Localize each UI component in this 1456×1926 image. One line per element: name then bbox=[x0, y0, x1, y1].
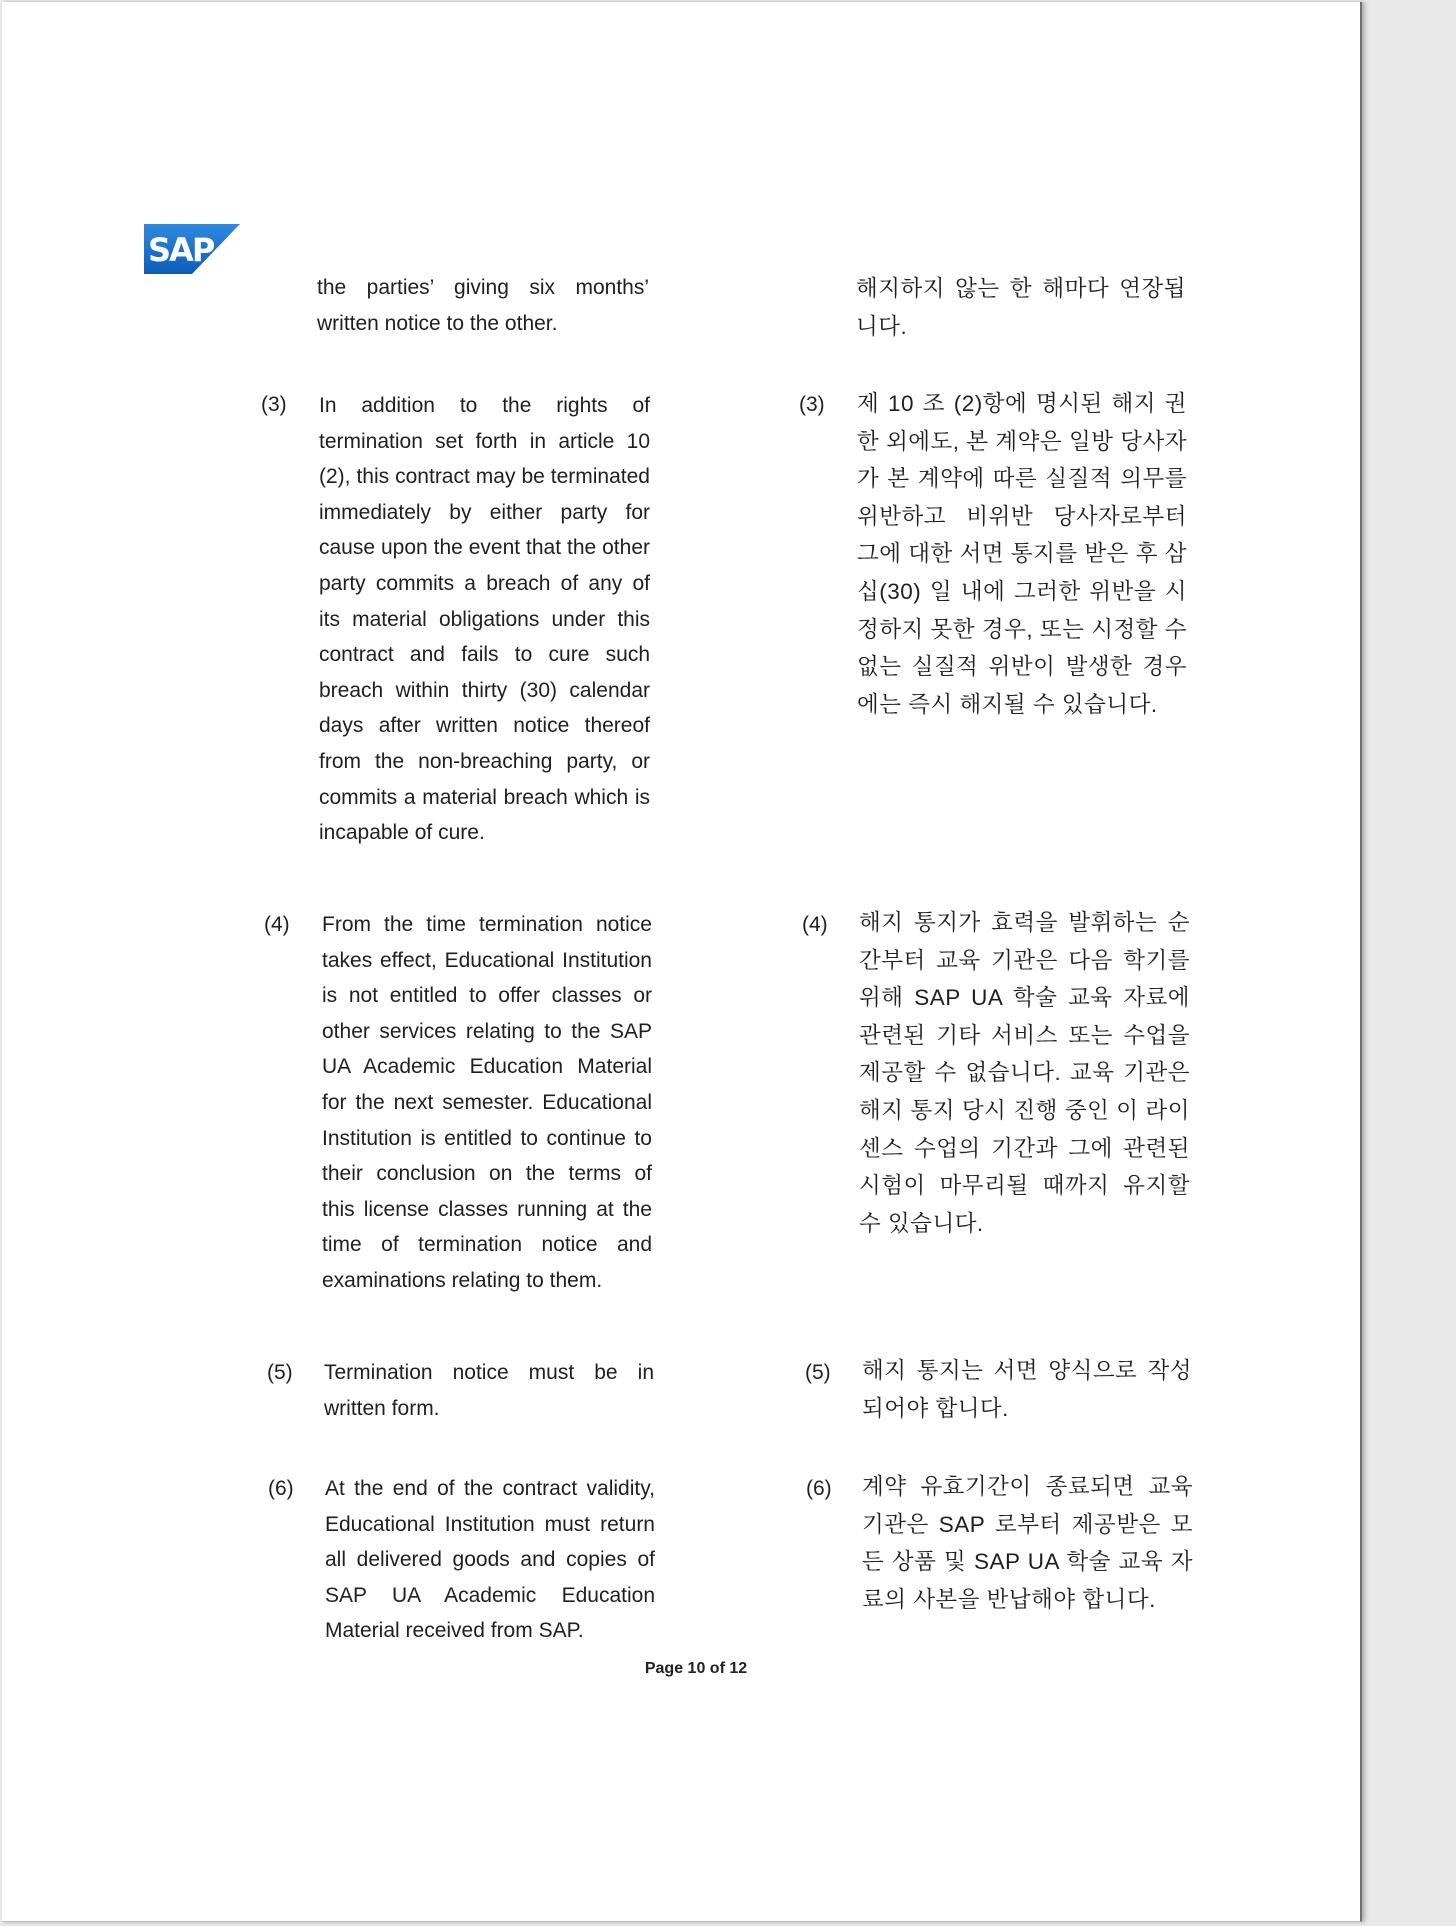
sap-logo-icon bbox=[144, 224, 240, 274]
right-item-text: 제 10 조 (2)항에 명시된 해지 권한 외에도, 본 계약은 일방 당사자가 본 계약에 따른 실질적 의무를 위반하고 비위반 당사자로부터 그에 대한 서면 통지를 받은 후 삼십(30) 일 내에 그러한 위반을 시정하지 못한 경우, 또는 시정할 수 없는 실질적 위반이 발생한 경우에는 즉시 해지될 수 있습니다. bbox=[857, 391, 1187, 717]
right-item-num: (6) bbox=[806, 1477, 832, 1500]
left-intro bbox=[317, 270, 649, 341]
left-item-num: (4) bbox=[264, 913, 290, 936]
left-intro-text: the parties’ giving six months’ written notice to the other. bbox=[317, 276, 649, 335]
right-intro-text: 해지하지 않는 한 해마다 연장됩니다. bbox=[856, 276, 1186, 339]
left-item-5 bbox=[324, 1355, 654, 1426]
sap-logo-text: SAP bbox=[148, 231, 214, 269]
left-item-text: At the end of the contract validity, Educational Institution must return all delivered goods and copies of SAP UA Academic Education Material received from SAP. bbox=[325, 1477, 655, 1643]
right-item-num: (5) bbox=[805, 1361, 831, 1384]
left-item-6 bbox=[325, 1471, 655, 1649]
right-item-text: 해지 통지가 효력을 발휘하는 순간부터 교육 기관은 다음 학기를 위해 SAP UA 학술 교육 자료에 관련된 기타 서비스 또는 수업을 제공할 수 없습니다. 교육 기관은 해지 통지 당시 진행 중인 이 라이센스 수업의 기간과 그에 관련된 시험이 마무리될 때까지 유지할 수 있습니다. bbox=[859, 910, 1190, 1236]
left-item-4 bbox=[322, 907, 652, 1299]
right-item-num: (3) bbox=[799, 393, 825, 416]
right-item-4 bbox=[859, 904, 1190, 1242]
left-item-num: (3) bbox=[261, 393, 287, 416]
right-intro bbox=[856, 270, 1186, 345]
left-item-num: (5) bbox=[267, 1361, 293, 1384]
left-item-3 bbox=[319, 388, 650, 851]
right-item-text: 계약 유효기간이 종료되면 교육 기관은 SAP 로부터 제공받은 모든 상품 및 SAP UA 학술 교육 자료의 사본을 반납해야 합니다. bbox=[862, 1474, 1193, 1612]
left-item-text: From the time termination notice takes effect, Educational Institution is not entitled to offer classes or other services relating to the SAP UA Academic Education Material for the next semester. Educational Institution is entitled to continue to their conclusion on the terms of this license classes running at the time of termination notice and examinations relating to them. bbox=[322, 913, 652, 1292]
left-item-num: (6) bbox=[268, 1477, 294, 1500]
left-item-text: Termination notice must be in written form. bbox=[324, 1361, 654, 1420]
document-page bbox=[2, 2, 1362, 1922]
right-item-num: (4) bbox=[802, 913, 828, 936]
right-item-5 bbox=[862, 1352, 1192, 1427]
page-number: Page 10 of 12 bbox=[644, 1660, 748, 1677]
sap-logo bbox=[144, 224, 240, 274]
left-item-text: In addition to the rights of termination set forth in article 10 (2), this contract may be terminated immediately by either party for cause upon the event that the other party commits a breach of any of its material obligations under this contract and fails to cure such breach within thirty (30) calendar days after written notice thereof from the non-breaching party, or commits a material breach which is incapable of cure. bbox=[319, 394, 650, 845]
right-item-text: 해지 통지는 서면 양식으로 작성되어야 합니다. bbox=[862, 1358, 1192, 1421]
right-item-3 bbox=[857, 385, 1187, 723]
right-item-6 bbox=[862, 1468, 1193, 1618]
